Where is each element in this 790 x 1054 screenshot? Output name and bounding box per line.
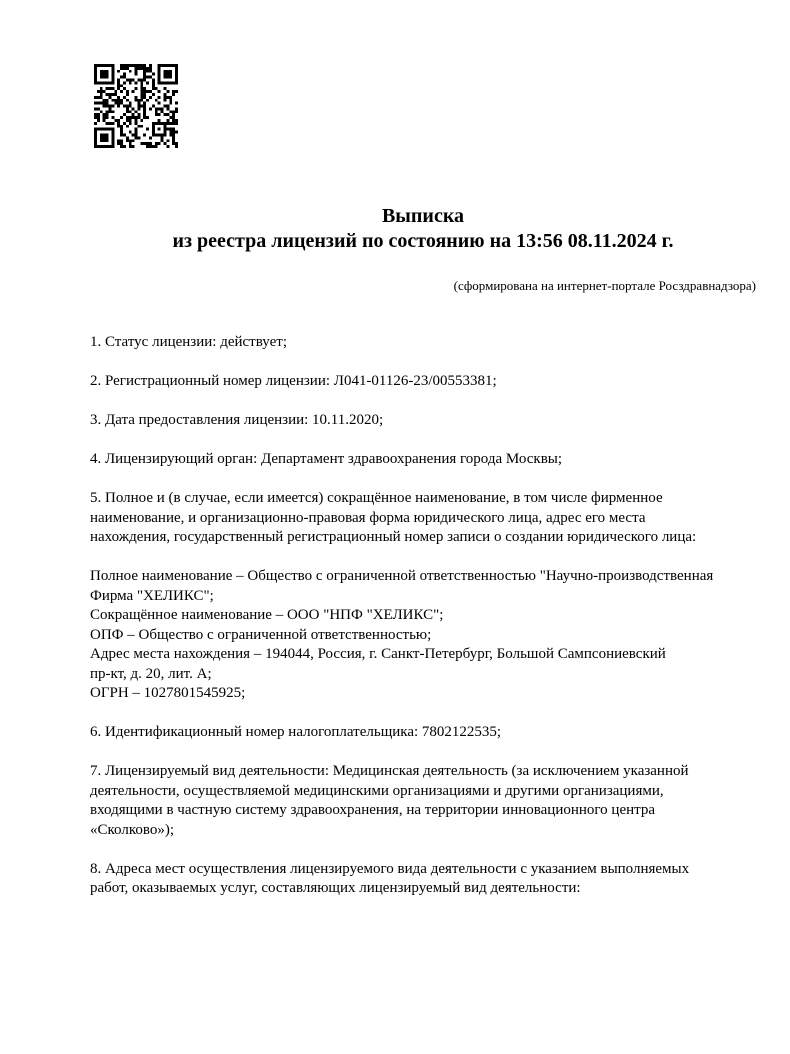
- text-line: пр-кт, д. 20, лит. А;: [90, 665, 212, 682]
- text-line: Адрес места нахождения – 194044, Россия, г. Санкт-Петербург, Большой Сампсониевский: [90, 646, 666, 662]
- text-line: 7. Лицензируемый вид деятельности: Медицинская деятельность (за исключением указанной: [90, 763, 689, 779]
- text-line: наименование, и организационно-правовая форма юридического лица, адрес его места: [90, 509, 646, 526]
- text-line: 1. Статус лицензии: действует;: [90, 334, 287, 350]
- paragraph: [90, 411, 756, 431]
- paragraph: [90, 372, 756, 392]
- text-line: 8. Адреса мест осуществления лицензируемого вида деятельности с указанием выполняемых: [90, 860, 690, 877]
- title-line-2: из реестра лицензий по состоянию на 13:56 08.11.2024 г.: [172, 230, 674, 252]
- text-line: 4. Лицензирующий орган: Департамент здравоохранения города Москвы;: [90, 451, 563, 467]
- document-subtitle: (сформирована на интернет-портале Росздравнадзора): [453, 278, 756, 293]
- text-line: 3. Дата предоставления лицензии: 10.11.2020;: [90, 412, 384, 428]
- text-line: деятельности, осуществляемой медицинскими организациями и другими организациями,: [90, 782, 664, 799]
- text-line: 6. Идентификационный номер налогоплательщика: 7802122535;: [90, 724, 502, 740]
- paragraph: [90, 762, 756, 840]
- text-line: ОПФ – Общество с ограниченной ответственностью;: [90, 626, 432, 643]
- text-line: входящими в частную систему здравоохранения, на территории инновационного центра: [90, 802, 656, 818]
- document-title: [90, 204, 756, 254]
- text-line: Фирма "ХЕЛИКС";: [90, 587, 214, 604]
- paragraph: [90, 333, 756, 353]
- paragraph: [90, 860, 756, 899]
- text-line: Сокращённое наименование – ООО "НПФ "ХЕЛИКС";: [90, 607, 444, 623]
- text-line: нахождения, государственный регистрационный номер записи о создании юридического лица:: [90, 529, 697, 545]
- title-line-1: Выписка: [381, 205, 465, 227]
- paragraph: [90, 723, 756, 743]
- paragraph: [90, 567, 756, 704]
- text-line: ОГРН – 1027801545925;: [90, 685, 246, 701]
- text-line: 5. Полное и (в случае, если имеется) сокращённое наименование, в том числе фирменное: [90, 490, 663, 506]
- text-line: работ, оказываемых услуг, составляющих лицензируемый вид деятельности:: [90, 880, 581, 896]
- text-line: 2. Регистрационный номер лицензии: Л041-01126-23/00553381;: [90, 373, 497, 389]
- text-line: Полное наименование – Общество с ограниченной ответственностью "Научно-производственная: [90, 568, 714, 584]
- paragraph: [90, 450, 756, 470]
- text-line: «Сколково»);: [90, 821, 174, 838]
- paragraph: [90, 489, 756, 548]
- document-body: [90, 333, 756, 899]
- qr-code-icon: [94, 64, 178, 148]
